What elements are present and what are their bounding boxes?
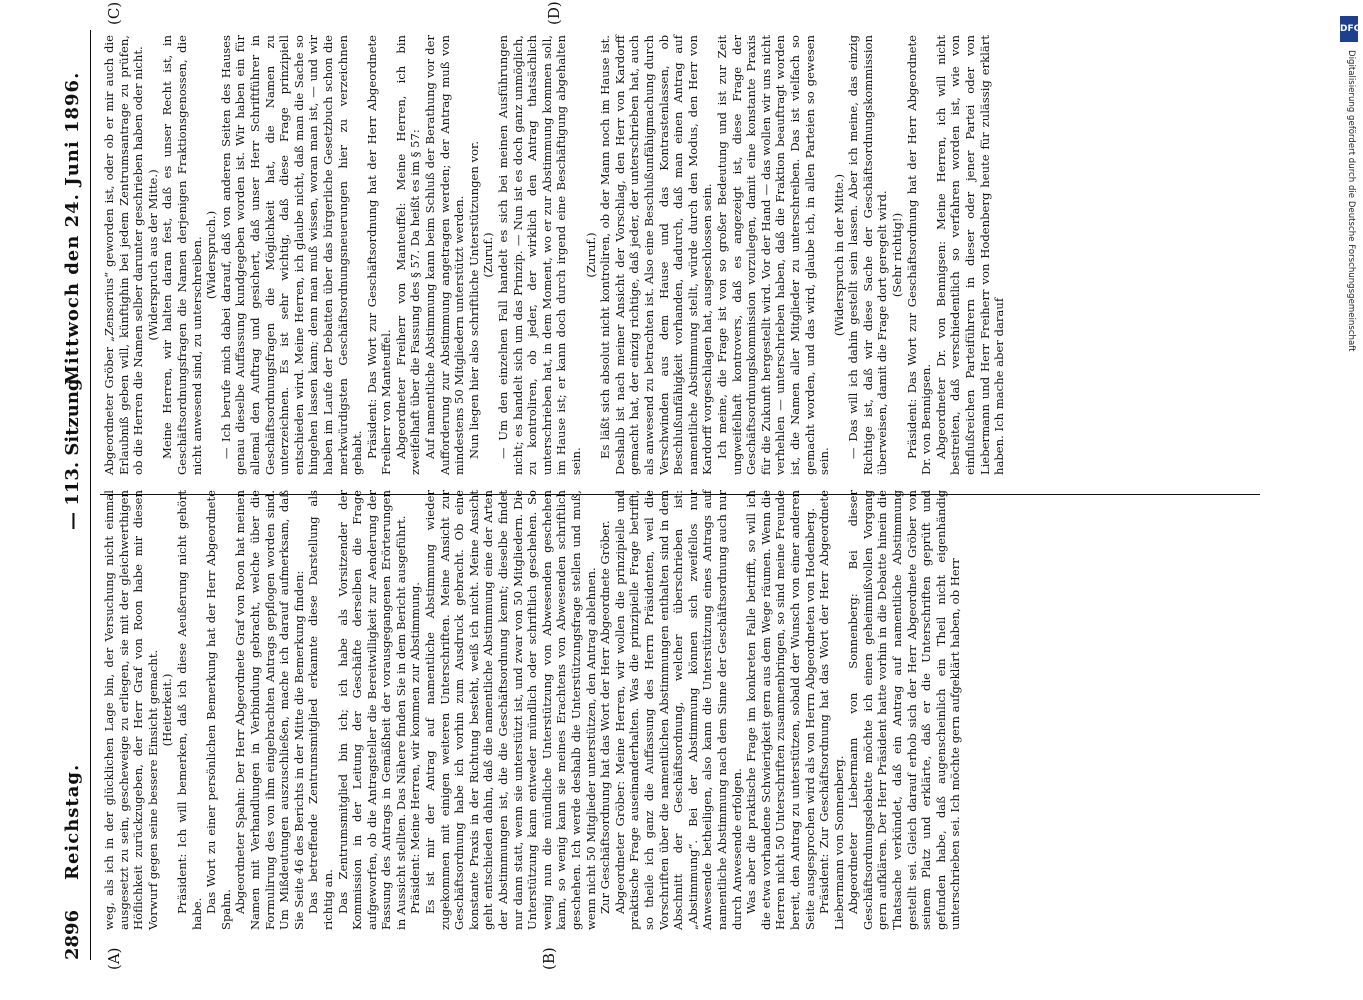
interjection: (Zuruf.) — [583, 232, 598, 278]
right-text-column — [102, 35, 1252, 475]
session-date: Mittwoch den 24. Juni 1896. — [62, 71, 83, 385]
margin-mark-a: (A) — [105, 947, 123, 970]
paragraph: Ich meine, die Frage ist von so großer Bedeutung und ist zur Zeit ungweifelhaft kontrovers, daß es angezeigt ist, diese Frage der Geschäftsordnungskommission vorzulegen, damit eine konstante Praxis für die Zukunft hergestellt wird. Vor der Hand — das wollen wir uns nicht verhehlen — unterschrieben haben, daß die Fraktion beauftragt worden ist, die Namen aller Mitglieder zu unterschreiben. Das ist vielfach so gemacht worden, und das wird, glaube ich, in allen Parteien so gewesen sein. — [714, 35, 832, 475]
paragraph: Abgeordneter Dr. von Bennigsen: Meine Herren, ich will nicht bestreiten, daß verschiedentlich so verfahren worden ist, wie von einflußreichen Parteiführern in dieser oder jener Partei oder von Liebermann und Herr Freiherr von Hodenberg heute für zulässig erklärt haben. Ich mache aber darauf — [933, 35, 1007, 475]
interjection: (Widerspruch aus der Mitte.) — [145, 169, 160, 341]
paragraph: Präsident: Das Wort zur Geschäftsordnung hat der Herr Abgeordnete Dr. von Bennigsen. — [904, 35, 934, 475]
page-header — [62, 30, 92, 960]
interjection: (Sehr richtig!) — [890, 212, 905, 298]
paragraph: Abgeordneter Liebermann von Sonnenberg: Bei dieser Geschäftsordnungsdebatte möchte ich einen geheimnißvollen Vorgang gern aufklären. Der Herr Präsident hatte vorhin in die Debatte hinein die Thatsache verkündet, daß ein Antrag auf namentliche Abstimmung gestellt sei. Gleich darauf erhob sich der Herr Abgeordnete Gröber von seinem Platz und erklärte, daß er die Unterschriften geprüft und gefunden habe, daß augenscheinlich ein Theil nicht eigenhändig unterschrieben sei. Ich möchte gern aufgeklärt haben, ob Herr — [846, 490, 963, 930]
interjection: (Widerspruch in der Mitte.) — [831, 173, 846, 337]
interjection: (Heiterkeit.) — [160, 673, 175, 747]
margin-mark-d: (D) — [545, 1, 563, 25]
credit-text: Digitalisierung gefördert durch die Deutsche Forschungsgemeinschaft — [1346, 50, 1356, 352]
dfg-logo-icon: DFG — [1340, 16, 1358, 42]
paragraph: Meine Herren, wir halten daran fest, daß es unser Recht ist, in Geschäftsordnungsfragen die Namen derjenigen Fraktionsgenossen, die nicht anwesend sind, zu unterschreiben. — [160, 35, 204, 475]
paragraph: weg, als ich in der glücklichen Lage bin, der Versuchung nicht einmal ausgesetzt zu sein, gescheweige zu erliegen, sie mit der gleichwerthigen Höflichkeit zurückzugeben, der Herr Graf von Roon habe mir diesen Vorwurf gegen seine bessere Einsicht gemacht. — [102, 490, 160, 930]
paragraph: Das Wort zu einer persönlichen Bemerkung hat der Herr Abgeordnete Spahn. — [204, 490, 233, 930]
paragraph: Zur Geschäftsordnung hat das Wort der Herr Abgeordnete Gröber. — [598, 520, 613, 914]
column-divider — [100, 494, 1260, 495]
paragraph: Präsident: Meine Herren, wir kommen zur Abstimmung. — [408, 582, 423, 914]
margin-mark-c: (C) — [105, 1, 123, 25]
paragraph: Abgeordneter Spahn: Der Herr Abgeordnete Graf von Roon hat meinen Namen mit Verhandlungen in Verbindung gebracht, welche über die Formulirung des von ihm eingebrachten Antrags gepflogen worden sind. Um Mißdeutungen auszuschließen, mache ich darauf aufmerksam, daß Sie Seite 46 des Berichts in der Mitte die Bemerkung finden: — [233, 490, 306, 930]
paragraph: Das betreffende Zentrumsmitglied erkannte diese Darstellung als richtig an. — [306, 490, 335, 930]
session-title: — 113. Sitzung. — [62, 372, 83, 530]
paragraph: Präsident: Zur Geschäftsordnung hat das Wort der Herr Abgeordnete Liebermann von Sonnenberg. — [817, 490, 846, 930]
paragraph: Präsident: Das Wort zur Geschäftsordnung hat der Herr Abgeordnete Freiherr von Manteuffel. — [364, 35, 394, 475]
page-number: 2896 — [62, 909, 83, 960]
interjection: (Widerspruch.) — [204, 210, 219, 300]
paragraph: Präsident: Ich will bemerken, daß ich diese Aeußerung nicht gehört habe. — [174, 490, 204, 930]
digitization-credit — [1335, 10, 1363, 1000]
paragraph: Abgeordneter Gröber: Meine Herren, wir wollen die prinzipielle und praktische Frage auseinanderhalten. Was die prinzipielle Frage betrifft, so theile ich ganz die Auffassung des Herrn Präsidenten, weil die Vorschriften über die namentlichen Abstimmungen enthalten sind in dem Abschnitt der Geschäftsordnung, welcher überschrieben ist: „Abstimmung“. Bei der Abstimmung können sich zweifellos nur Anwesende betheiligen, also kann die Unterstützung eines Antrags auf namentliche Abstimmung nach dem Sinne der Geschäftsordnung auch nur durch Anwesende erfolgen. — [612, 490, 744, 930]
left-text-column — [102, 490, 1252, 930]
paragraph: — Um den einzelnen Fall handelt es sich bei meinen Ausführungen nicht; es handelt sich um das Prinzip. — Nun ist es doch ganz unmöglich, zu kontroliren, ob jeder, der wirklich den Antrag thatsächlich unterschrieben hat, in dem Moment, wo er zur Abstimmung kommen soll, im Hause ist; er kann doch durch irgend eine Beschäftigung abgehalten sein. — [496, 35, 583, 475]
paragraph: Was aber die praktische Frage im konkreten Falle betrifft, so will ich die etwa vorhandene Schwierigkeit gern aus dem Wege räumen. Wenn die Herren nicht 50 Unterschriften zusammenbringen, so sind meine Freunde bereit, den Antrag zu unterstützen, sobald der Wunsch von einer anderen Seite ausgesprochen wird als von Herrn Abgeordneten von Hodenberg. — [744, 490, 817, 930]
paragraph: — Das will ich dahin gestellt sein lassen. Aber ich meine, das einzig Richtige ist, daß wir diese Sache der Geschäftsordnungskommission überweisen, damit die Frage dort geregelt wird. — [846, 35, 890, 475]
paragraph: Abgeordneter Gröber „Zensorius“ geworden ist, oder ob er mir auch die Erlaubniß geben will, künftighin bei jedem Zentrumsantrage zu prüfen, ob die Herren die Namen selber darunter geschrieben haben oder nicht. — [102, 35, 146, 475]
paragraph: — Ich berufe mich dabei darauf, daß von anderen Seiten des Hauses genau dieselbe Auffassung kundgegeben worden ist. Wir haben ein für allemal den Auftrag und gesichert, daß unser Herr Schriftführer in Geschäftsordnungsfragen die Möglichkeit hat, die Namen zu unterzeichnen. Es ist sehr wichtig, daß diese Frage prinzipiell entschieden wird. Meine Herren, ich glaube nicht, daß man die Sache so hingehen lassen kann; denn man muß wissen, woran man ist, — und wir haben im Laufe der Debatten über das bürgerliche Gesetzbuch schon die merkwürdigsten Geschäftsordnungsneuerungen hier zu verzeichnen gehabt. — [218, 35, 365, 475]
paragraph: Nun liegen hier also schriftliche Unterstützungen vor. — [466, 140, 481, 459]
assembly-title: Reichstag. — [62, 763, 83, 880]
paragraph: Es ist mir der Antrag auf namentliche Abstimmung wieder zugekommen mit einigen weiteren Unterschriften. Meine Ansicht zur Geschäftsordnung habe ich vorhin zum Ausdruck gebracht. Ob eine konstante Praxis in der Richtung besteht, weiß ich nicht. Meine Ansicht geht entschieden dahin, daß die namentliche Abstimmung eine der Arten der Abstimmungen ist, die die Geschäftsordnung kennt; dieselbe findet nur dann statt, wenn sie unterstützt ist, und zwar von 50 Mitgliedern. Die Unterstützung kann entweder mündlich oder schriftlich geschehen. So wenig nun die mündliche Unterstützung von Abwesenden geschehen kann, so wenig kann sie meines Erachtens von Abwesenden schriftlich geschehen. Ich werde deshalb die Unterstützungsfrage stellen und muß, wenn nicht 50 Mitglieder unterstützen, den Antrag ablehnen. — [423, 490, 598, 930]
margin-mark-b: (B) — [540, 947, 558, 970]
header-rule — [90, 30, 91, 960]
paragraph: Es läßt sich absolut nicht kontroliren, ob der Mann noch im Hause ist. Deshalb ist nach meiner Ansicht der Vorschlag, den Herr von Kardorff gemacht hat, der einzig richtige, daß jeder, der unterschrieben hat, auch als anwesend zu betrachten ist. Also eine Beschlußunfähigmachung durch Verschwinden aus dem Hause und das Kontrastenlassen, ob Beschlußunfähigkeit vorhanden, dadurch, daß man einen Antrag auf namentliche Abstimmung stellt, würde durch den Modus, den Herr von Kardorff vorgeschlagen hat, ausgeschlossen sein. — [598, 35, 715, 475]
interjection: (Zuruf.) — [481, 232, 496, 278]
quotation: Auf namentliche Abstimmung kann beim Schluß der Berathung vor der Aufforderung zur Abstimmung angetragen werden; der Antrag muß von mindestens 50 Mitgliedern unterstützt werden. — [423, 35, 467, 475]
paragraph: Das Zentrumsmitglied bin ich; ich habe als Vorsitzender der Kommission in der Leitung der Geschäfte derselben die Frage aufgeworfen, ob die Antragsteller die Bereitwilligkeit zur Aenderung der Fassung des Antrags in Gemäßheit der vorausgegangenen Erörterungen in Aussicht stellten. Das Nähere finden Sie in dem Bericht ausgeführt. — [335, 490, 408, 930]
paragraph: Abgeordneter Freiherr von Manteuffel: Meine Herren, ich bin zweifelhaft über die Fassung des § 57. Da heißt es im § 57: — [393, 35, 423, 475]
